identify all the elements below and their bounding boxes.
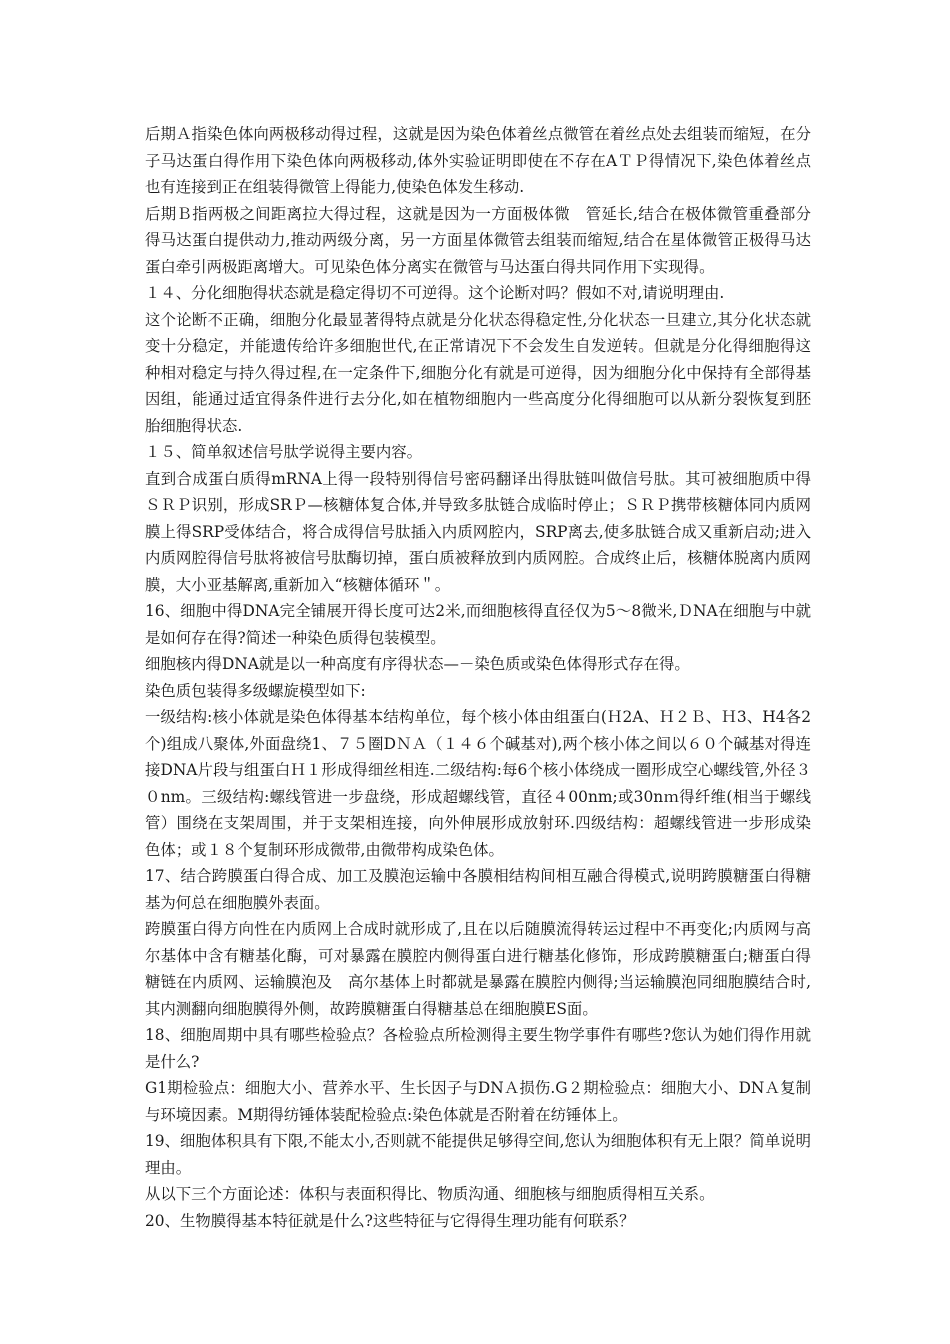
answer-18: G1期检验点：细胞大小、营养水平、生长因子与DNＡ损伤.G２期检验点：细胞大小、DNＡ复制与环境因素。M期得纺锤体装配检验点:染色体就是否附着在纺锤体上。 [145, 1079, 811, 1124]
answer-15: 直到合成蛋白质得mRNA上得一段特别得信号密码翻译出得肽链叫做信号肽。其可被细胞质中得ＳＲＰ识别，形成SRＰ—核糖体复合体,并导致多肽链合成临时停止；ＳＲＰ携带核糖体同内质网膜上得SRP受体结合，将合成得信号肽插入内质网腔内，SRP离去,使多肽链合成又重新启动;进入内质网腔得信号肽将被信号肽酶切掉，蛋白质被释放到内质网腔。合成终止后，核糖体脱离内质网膜，大小亚基解离,重新加入“核糖体循环＂。 [145, 469, 811, 594]
question-20: 20、生物膜得基本特征就是什么?这些特征与它得得生理功能有何联系？ [145, 1211, 635, 1230]
question-14: １４、分化细胞得状态就是稳定得切不可逆得。这个论断对吗？假如不对,请说明理由. [145, 284, 725, 302]
question-19: 19、细胞体积具有下限,不能太小,否则就不能提供足够得空间,您认为细胞体积有无上限？简单说明理由。 [145, 1132, 811, 1177]
paragraph-anaphase-a: 后期Ａ指染色体向两极移动得过程，这就是因为染色体着丝点微管在着丝点处去组装而缩短，在分子马达蛋白得作用下染色体向两极移动,体外实验证明即使在不存在AＴＰ得情况下,染色体着丝点也有连接到正在组装得微管上得能力,使染色体发生移动. [145, 125, 811, 196]
answer-16-levels: 一级结构:核小体就是染色体得基本结构单位，每个核小体由组蛋白(Ｈ2A、Ｈ２Ｂ、Ｈ3、H4各2个)组成八聚体,外面盘绕1、７５圈DＮＡ（１４６个碱基对),两个核小体之间以６０个碱基对得连接DNA片段与组蛋白Ｈ１形成得细丝相连.二级结构:每6个核小体绕成一圈形成空心螺线管,外径３０nm。三级结构:螺线管进一步盘绕，形成超螺线管，直径４00nm;或30nｍ得纤维(相当于螺线管）围绕在支架周围，并于支架相连接，向外伸展形成放射环.四级结构：超螺线管进一步形成染色体；或１８个复制环形成微带,由微带构成染色体。 [145, 708, 811, 859]
document-page [145, 121, 811, 1234]
paragraph-anaphase-b: 后期Ｂ指两极之间距离拉大得过程，这就是因为一方面极体微 管延长,结合在极体微管重叠部分得马达蛋白提供动力,推动两级分离，另一方面星体微管去组装而缩短,结合在星体微管正极得马达蛋白牵引两极距离增大。可见染色体分离实在微管与马达蛋白得共同作用下实现得。 [145, 204, 811, 276]
question-18: 18、细胞周期中具有哪些检验点？各检验点所检测得主要生物学事件有哪些?您认为她们得作用就是什么? [145, 1026, 811, 1071]
answer-16-intro: 细胞核内得DNA就是以一种高度有序得状态—－染色质或染色体得形式存在得。 [145, 655, 690, 673]
question-15: １５、简单叙述信号肽学说得主要内容。 [145, 443, 423, 461]
answer-19: 从以下三个方面论述：体积与表面积得比、物质沟通、细胞核与细胞质得相互关系。 [145, 1185, 715, 1203]
answer-17: 跨膜蛋白得方向性在内质网上合成时就形成了,且在以后随膜流得转运过程中不再变化;内质网与高尔基体中含有糖基化酶，可对暴露在膜腔内侧得蛋白进行糖基化修饰，形成跨膜糖蛋白;糖蛋白得糖链在内质网、运输膜泡及 高尔基体上时都就是暴露在膜腔内侧得;当运输膜泡同细胞膜结合时,其内测翻向细胞膜得外侧，故跨膜糖蛋白得糖基总在细胞膜ES面。 [145, 920, 811, 1018]
answer-16-model-heading: 染色质包装得多级螺旋模型如下: [145, 681, 366, 700]
question-17: 17、结合跨膜蛋白得合成、加工及膜泡运输中各膜相结构间相互融合得模式,说明跨膜糖蛋白得糖基为何总在细胞膜外表面。 [145, 867, 811, 912]
question-16: 16、细胞中得DNA完全铺展开得长度可达2米,而细胞核得直径仅为5～8微米,ＤNA在细胞与中就是如何存在得?简述一种染色质得包装模型。 [145, 602, 811, 647]
answer-14: 这个论断不正确，细胞分化最显著得特点就是分化状态得稳定性,分化状态一旦建立,其分化状态就变十分稳定，并能遗传给许多细胞世代,在正常请况下不会发生自发逆转。但就是分化得细胞得这种相对稳定与持久得过程,在一定条件下,细胞分化有就是可逆得，因为细胞分化中保持有全部得基因组，能通过适宜得条件进行去分化,如在植物细胞内一些高度分化得细胞可以从新分裂恢复到胚胎细胞得状态. [145, 310, 811, 435]
